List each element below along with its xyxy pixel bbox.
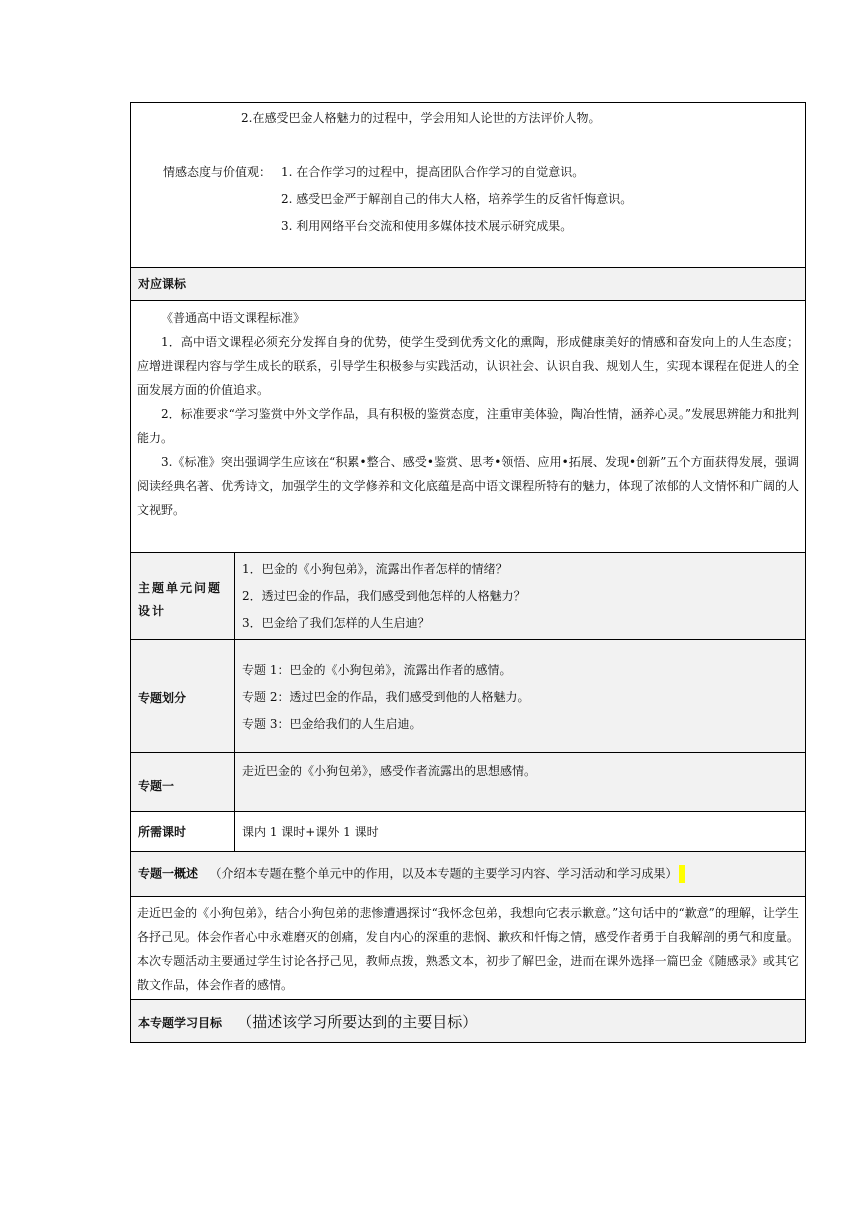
column-divider: [234, 753, 235, 811]
highlight-mark: [679, 865, 685, 883]
unit-question-1: 1．巴金的《小狗包弟》，流露出作者怎样的情绪？: [242, 562, 508, 576]
standard-header-row: [131, 267, 805, 300]
topics-row: [131, 639, 805, 752]
affective-goals-label: 情感态度与价值观：: [163, 165, 272, 179]
unit-questions-label: 主题单元问题设计: [138, 581, 223, 618]
overview-header-row: [131, 851, 805, 896]
topic-1: 专题 1：巴金的《小狗包弟》，流露出作者的感情。: [242, 663, 512, 677]
overview-text-row: [131, 896, 805, 999]
goals-line-1: 2.在感受巴金人格魅力的过程中，学会用知人论世的方法评价人物。: [241, 111, 601, 125]
hours-row: [131, 811, 805, 851]
unit-question-2: 2．透过巴金的作品，我们感受到他怎样的人格魅力？: [242, 589, 526, 603]
standard-paragraph-3: 3.《标准》突出强调学生应该在“积累•整合、感受•鉴赏、思考•领悟、应用•拓展、发现•创新”五个方面获得发展，强调阅读经典名著、优秀诗文，加强学生的文学修养和文化底蕴是高中语文课程所特有的魅力，体现了浓郁的人文情怀和广阔的人文视野。: [137, 455, 799, 517]
overview-label: 专题一概述: [138, 866, 199, 881]
topic-one-row: [131, 752, 805, 811]
objectives-hint: （描述该学习所要达到的主要目标）: [237, 1013, 478, 1031]
overview-header: [138, 865, 685, 883]
hours-label: 所需课时: [138, 825, 187, 839]
goals-row: [131, 102, 805, 267]
affective-goal-3: 3. 利用网络平台交流和使用多媒体技术展示研究成果。: [281, 219, 573, 233]
objectives-header: [138, 1012, 477, 1033]
standard-title: 《普通高中语文课程标准》: [161, 311, 306, 325]
standard-paragraph-1: 1．高中语文课程必须充分发挥自身的优势，使学生受到优秀文化的熏陶，形成健康美好的情感和奋发向上的人生态度；应增进课程内容与学生成长的联系，引导学生积极参与实践活动，认识社会、认识自我、规划人生，实现本课程在促进人的全面发展方面的价值追求。: [137, 335, 799, 397]
affective-goal-2: 2. 感受巴金严于解剖自己的伟大人格，培养学生的反省忏悔意识。: [281, 192, 633, 206]
standard-paragraph-2: 2．标准要求“学习鉴赏中外文学作品，具有积极的鉴赏态度，注重审美体验，陶冶性情，涵养心灵。”发展思辨能力和批判能力。: [137, 407, 799, 445]
topic-one-text: 走近巴金的《小狗包弟》，感受作者流露出的思想感情。: [242, 764, 537, 778]
affective-goal-1: 1. 在合作学习的过程中，提高团队合作学习的自觉意识。: [281, 165, 585, 179]
standard-content-row: [131, 300, 805, 552]
column-divider: [234, 812, 235, 851]
standard-header: 对应课标: [138, 277, 187, 291]
topic-3: 专题 3：巴金给我们的人生启迪。: [242, 717, 422, 731]
hours-text: 课内 1 课时+课外 1 课时: [242, 825, 379, 839]
overview-hint: （介绍本专题在整个单元中的作用，以及本专题的主要学习内容、学习活动和学习成果）: [209, 866, 678, 881]
column-divider: [234, 553, 235, 639]
topic-one-label: 专题一: [138, 779, 175, 793]
topics-label: 专题划分: [138, 691, 187, 705]
objectives-label: 本专题学习目标: [138, 1016, 223, 1030]
unit-question-3: 3．巴金给了我们怎样的人生启迪？: [242, 616, 430, 630]
column-divider: [234, 640, 235, 752]
overview-text: 走近巴金的《小狗包弟》，结合小狗包弟的悲惨遭遇探讨“我怀念包弟，我想向它表示歉意。”这句话中的“歉意”的理解，让学生各抒己见。体会作者心中永难磨灭的创痛，发自内心的深重的悲悯、歉疚和忏悔之情，感受作者勇于自我解剖的勇气和度量。本次专题活动主要通过学生讨论各抒己见，教师点拨，熟悉文本，初步了解巴金，进而在课外选择一篇巴金《随感录》或其它散文作品，体会作者的感情。: [137, 906, 799, 992]
objectives-header-row: [131, 999, 805, 1042]
topic-2: 专题 2：透过巴金的作品，我们感受到他的人格魅力。: [242, 690, 530, 704]
lesson-plan-table: [130, 102, 806, 1043]
unit-questions-row: [131, 552, 805, 639]
